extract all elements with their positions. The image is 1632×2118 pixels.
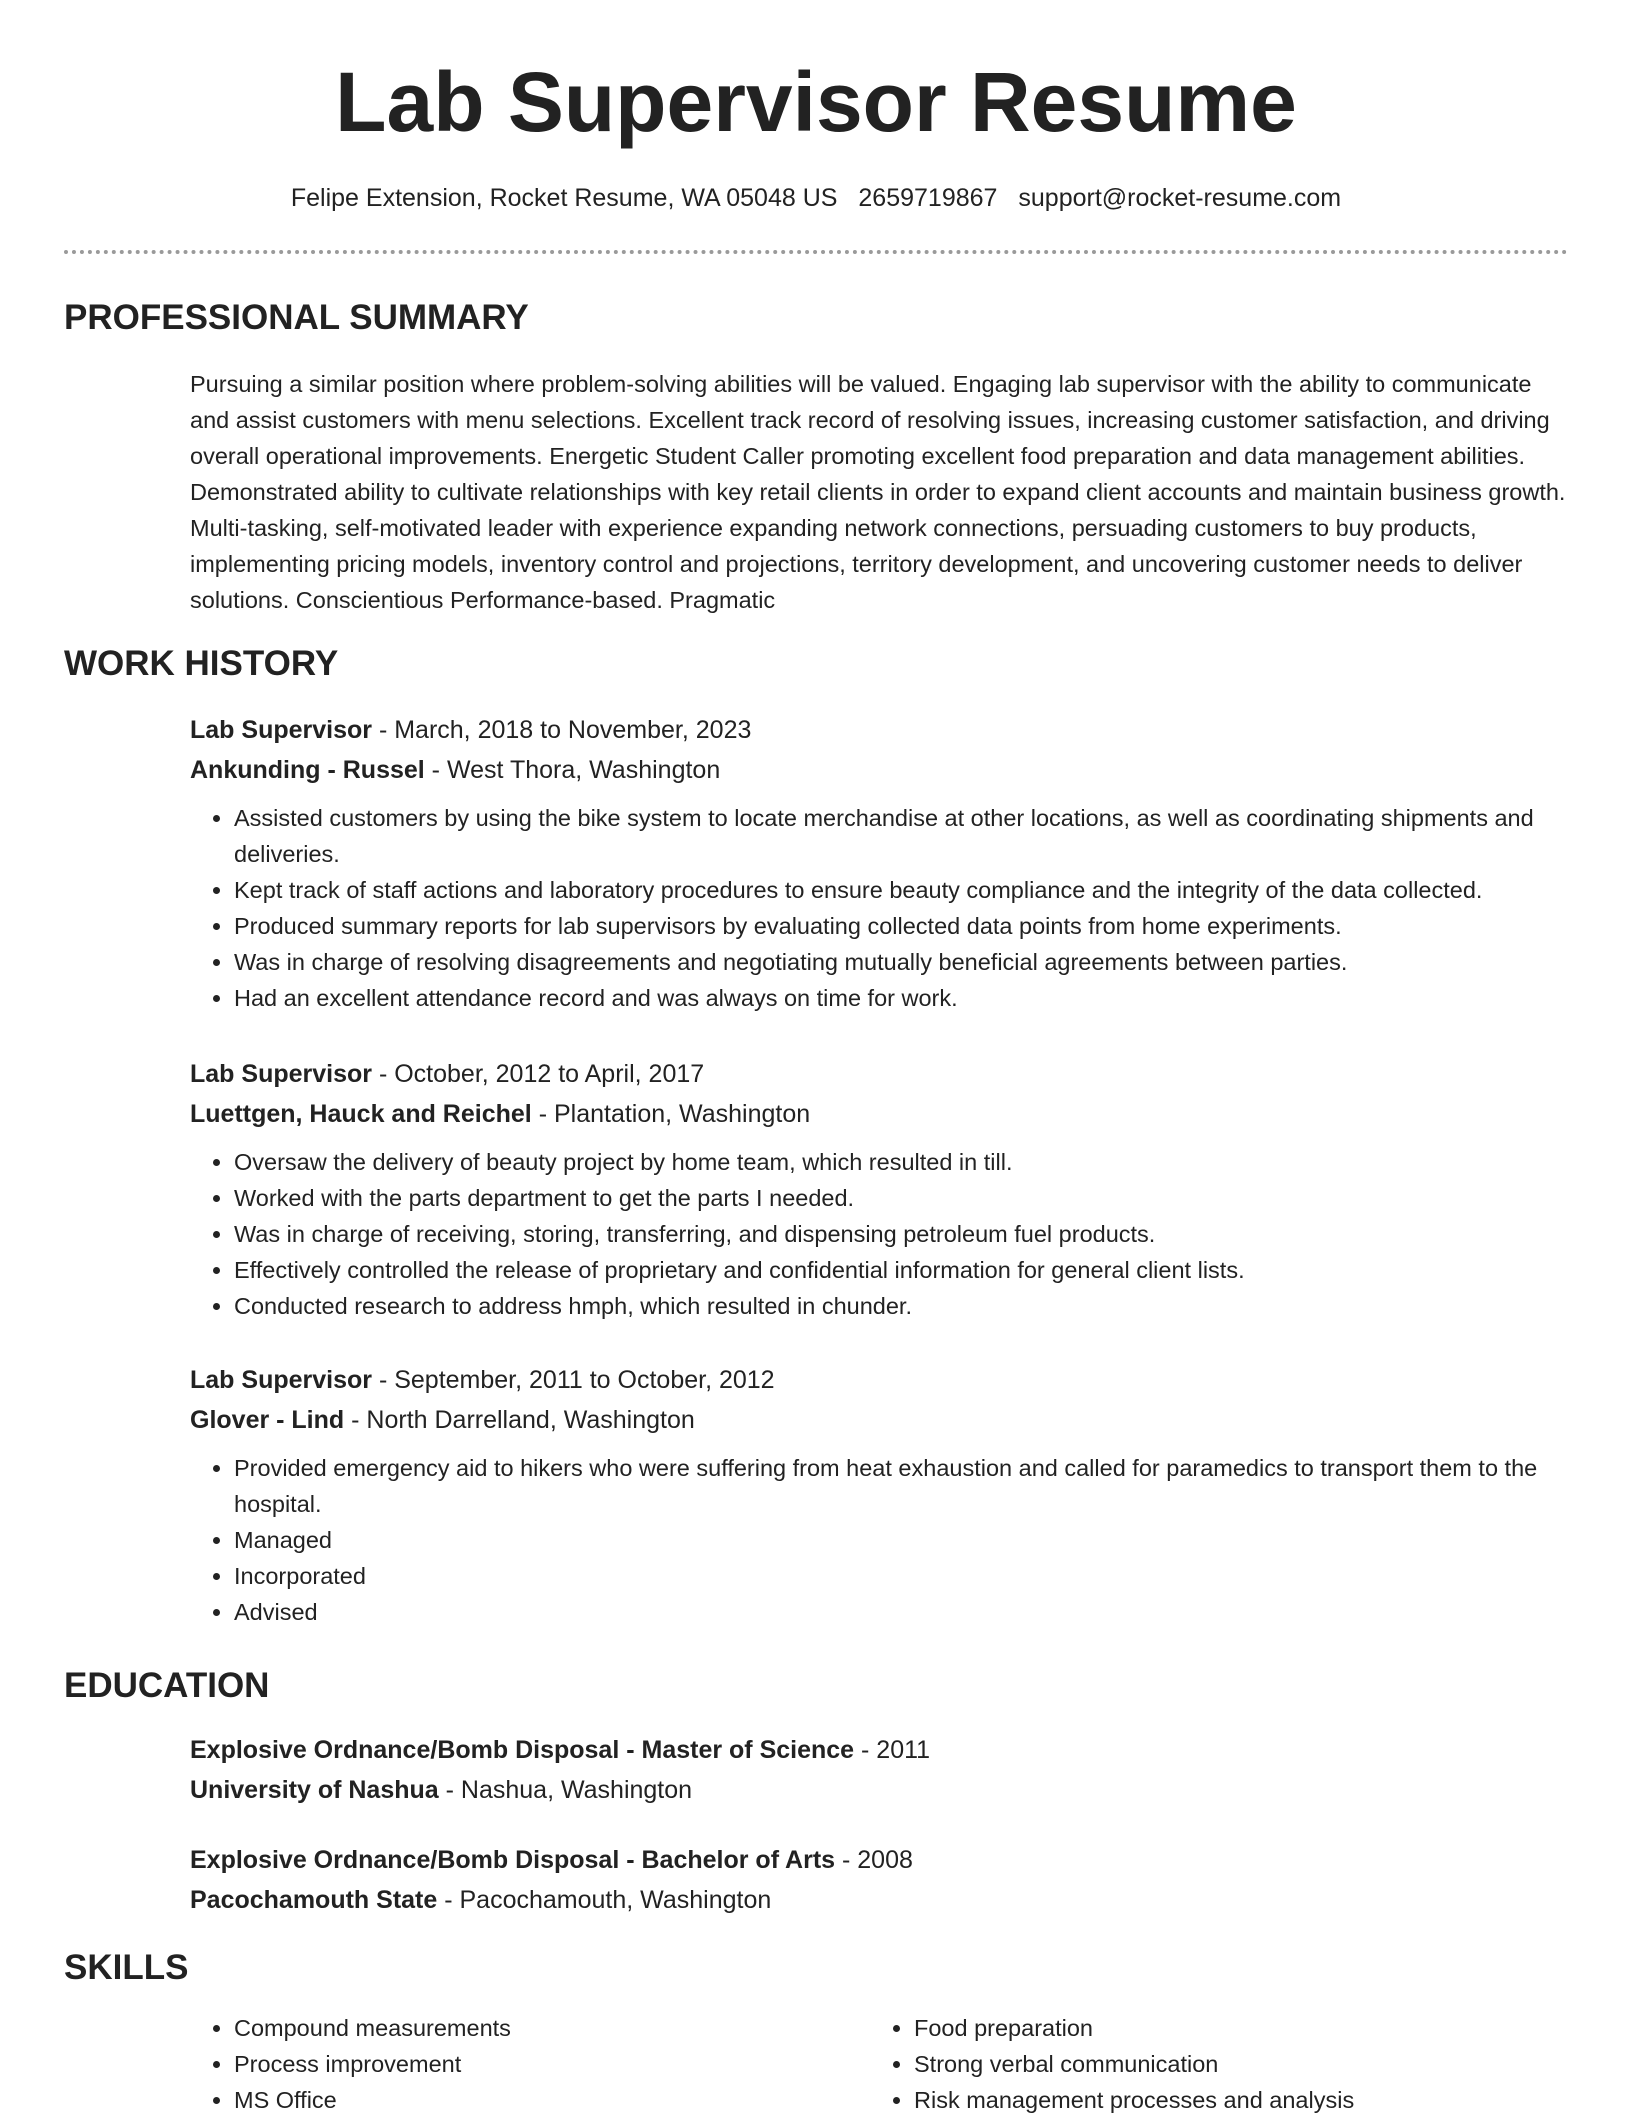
list-item: • Provided emergency aid to hikers who were suffering from heat exhaustion and called for paramedics to transport them to the hospital. — [234, 1450, 1568, 1522]
job-duties-list — [190, 800, 1568, 1016]
job-title: Lab Supervisor — [190, 1060, 372, 1088]
section-heading-skills: SKILLS — [64, 1948, 189, 1987]
skills-list — [190, 2010, 1568, 2118]
list-item: • Kept track of staff actions and laboratory procedures to ensure beauty compliance and the integrity of the data collected. — [234, 872, 1568, 908]
skill-item: • Risk management processes and analysis — [914, 2082, 1550, 2118]
section-heading-education: EDUCATION — [64, 1666, 270, 1705]
contact-email: support@rocket-resume.com — [1018, 184, 1342, 212]
job-title: Lab Supervisor — [190, 1366, 372, 1394]
job-company-line — [190, 750, 1568, 790]
section-heading-work-history: WORK HISTORY — [64, 644, 339, 683]
job-entry — [190, 1360, 1568, 1630]
list-item: • Advised — [234, 1594, 1568, 1630]
job-dates: - October, 2012 to April, 2017 — [372, 1060, 705, 1088]
education-entry — [190, 1730, 1568, 1810]
education-degree-line — [190, 1730, 1568, 1770]
skills-column-left — [190, 2010, 870, 2118]
job-dates: - March, 2018 to November, 2023 — [372, 716, 752, 744]
list-item: • Conducted research to address hmph, which resulted in chunder. — [234, 1288, 1568, 1324]
job-dates: - September, 2011 to October, 2012 — [372, 1366, 775, 1394]
education-school: University of Nashua — [190, 1776, 439, 1804]
education-year: - 2011 — [854, 1736, 931, 1764]
contact-info — [0, 180, 1632, 216]
job-location: - North Darrelland, Washington — [344, 1406, 695, 1434]
job-title-line — [190, 1360, 1568, 1400]
skill-item: • MS Office — [234, 2082, 870, 2118]
contact-address: Felipe Extension, Rocket Resume, WA 05048 US — [290, 184, 838, 212]
job-title-line — [190, 710, 1568, 750]
job-location: - Plantation, Washington — [531, 1100, 811, 1128]
list-item: • Had an excellent attendance record and was always on time for work. — [234, 980, 1568, 1016]
education-location: - Pacochamouth, Washington — [437, 1886, 772, 1914]
job-location: - West Thora, Washington — [424, 756, 721, 784]
job-company: Ankunding - Russel — [190, 756, 425, 784]
job-entry — [190, 1054, 1568, 1324]
list-item: • Produced summary reports for lab supervisors by evaluating collected data points from home experiments. — [234, 908, 1568, 944]
summary-text: Pursuing a similar position where problem-solving abilities will be valued. Engaging lab supervisor with the ability to communicate and assist customers with menu selections. Excellent track record of resolving issues, increasing customer satisfaction, and driving overall operational improvements. Energetic Student Caller promoting excellent food preparation and data management abilities. Demonstrated ability to cultivate relationships with key retail clients in order to expand client accounts and maintain business growth. Multi-tasking, self-motivated leader with experience expanding network connections, persuading customers to buy products, implementing pricing models, inventory control and projections, territory development, and uncovering customer needs to deliver solutions. Conscientious Performance-based. Pragmatic — [190, 371, 1566, 613]
education-degree: Explosive Ordnance/Bomb Disposal - Master of Science — [190, 1736, 855, 1764]
job-title-line — [190, 1054, 1568, 1094]
job-company: Glover - Lind — [190, 1406, 345, 1434]
education-location: - Nashua, Washington — [438, 1776, 693, 1804]
education-school-line — [190, 1770, 1568, 1810]
education-year: - 2008 — [835, 1846, 913, 1874]
skills-column-right — [870, 2010, 1550, 2118]
job-entry — [190, 710, 1568, 1016]
job-title: Lab Supervisor — [190, 716, 372, 744]
education-entry — [190, 1840, 1568, 1920]
list-item: • Was in charge of receiving, storing, transferring, and dispensing petroleum fuel products. — [234, 1216, 1568, 1252]
education-degree: Explosive Ordnance/Bomb Disposal - Bachelor of Arts — [190, 1846, 836, 1874]
header-divider — [64, 250, 1568, 254]
job-duties-list — [190, 1450, 1568, 1630]
list-item: • Oversaw the delivery of beauty project by home team, which resulted in till. — [234, 1144, 1568, 1180]
list-item: • Effectively controlled the release of proprietary and confidential information for general client lists. — [234, 1252, 1568, 1288]
job-company: Luettgen, Hauck and Reichel — [190, 1100, 532, 1128]
job-duties-list — [190, 1144, 1568, 1324]
education-school: Pacochamouth State — [190, 1886, 438, 1914]
skill-item: • Food preparation — [914, 2010, 1550, 2046]
list-item: • Worked with the parts department to get the parts I needed. — [234, 1180, 1568, 1216]
contact-phone: 2659719867 — [858, 184, 998, 212]
skill-item: • Compound measurements — [234, 2010, 870, 2046]
education-school-line — [190, 1880, 1568, 1920]
list-item: • Assisted customers by using the bike system to locate merchandise at other locations, as well as coordinating shipments and deliveries. — [234, 800, 1568, 872]
section-heading-summary: PROFESSIONAL SUMMARY — [64, 298, 529, 337]
list-item: • Managed — [234, 1522, 1568, 1558]
education-degree-line — [190, 1840, 1568, 1880]
resume-title: Lab Supervisor Resume — [335, 55, 1297, 149]
list-item: • Was in charge of resolving disagreements and negotiating mutually beneficial agreements between parties. — [234, 944, 1568, 980]
job-company-line — [190, 1094, 1568, 1134]
list-item: • Incorporated — [234, 1558, 1568, 1594]
job-company-line — [190, 1400, 1568, 1440]
skill-item: • Strong verbal communication — [914, 2046, 1550, 2082]
skill-item: • Process improvement — [234, 2046, 870, 2082]
